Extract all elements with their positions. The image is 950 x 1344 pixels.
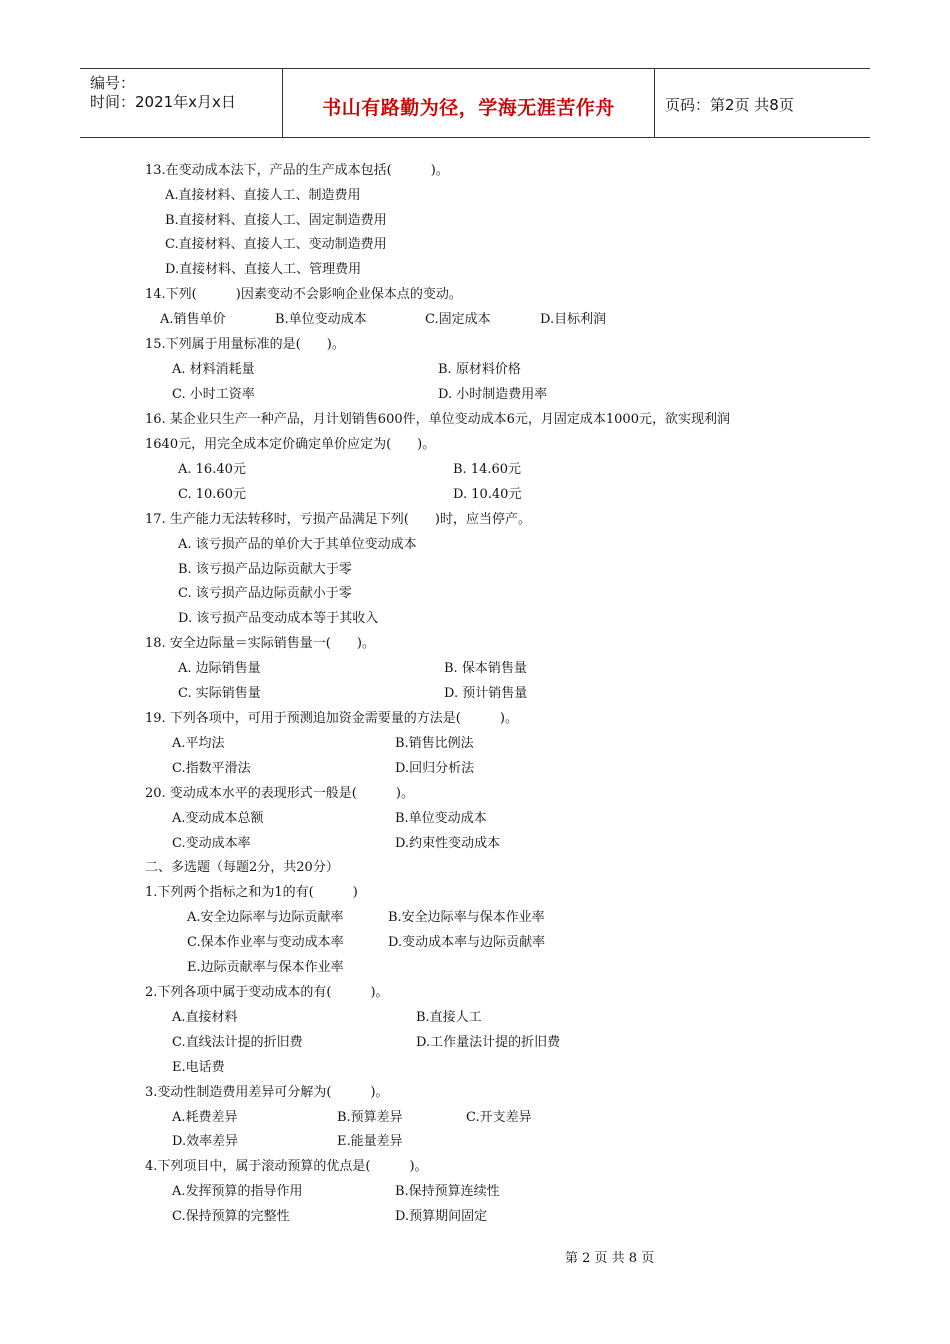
mc-question-3: 3.变动性制造费用差异可分解为( )。 [145, 1085, 389, 1100]
option-20b: B.单位变动成本 [395, 811, 487, 826]
mc-option-2c: C.直线法计提的折旧费 [172, 1035, 303, 1050]
page-header [80, 68, 870, 138]
question-18: 18. 安全边际量＝实际销售量一( )。 [145, 636, 375, 651]
option-14c: C.固定成本 [425, 312, 491, 327]
mc-option-1d: D.变动成本率与边际贡献率 [388, 935, 546, 950]
mc-option-4a: A.发挥预算的指导作用 [172, 1184, 303, 1199]
option-19b: B.销售比例法 [395, 736, 474, 751]
mc-option-4d: D.预算期间固定 [395, 1209, 488, 1224]
option-17b: B. 该亏损产品边际贡献大于零 [178, 562, 352, 577]
option-16d: D. 10.40元 [453, 487, 522, 502]
option-14d: D.目标利润 [540, 312, 607, 327]
mc-option-3d: D.效率差异 [172, 1134, 239, 1149]
mc-option-4c: C.保持预算的完整性 [172, 1209, 290, 1224]
mc-option-4b: B.保持预算连续性 [395, 1184, 500, 1199]
question-16-cont: 1640元，用完全成本定价确定单价应定为( )。 [145, 437, 436, 452]
option-16b: B. 14.60元 [453, 462, 522, 477]
option-17a: A. 该亏损产品的单价大于其单位变动成本 [178, 537, 417, 552]
mc-option-2e: E.电话费 [172, 1060, 225, 1075]
question-16: 16. 某企业只生产一种产品，月计划销售600件，单位变动成本6元，月固定成本1000元，欲实现利润 [145, 412, 730, 427]
mc-option-1a: A.安全边际率与边际贡献率 [187, 910, 344, 925]
mc-option-3b: B.预算差异 [337, 1110, 403, 1125]
question-14: 14.下列( )因素变动不会影响企业保本点的变动。 [145, 287, 462, 302]
option-17c: C. 该亏损产品边际贡献小于零 [178, 586, 352, 601]
motto: 书山有路勤为径，学海无涯苦作舟 [322, 97, 615, 119]
option-15a: A. 材料消耗量 [172, 362, 255, 377]
section-heading-multiple-choice: 二、多选题（每题2分，共20分） [145, 860, 339, 875]
page-footer: 第 2 页 共 8 页 [565, 1251, 655, 1266]
question-13: 13.在变动成本法下，产品的生产成本包括( )。 [145, 163, 449, 178]
option-14a: A.销售单价 [160, 312, 226, 327]
option-20a: A.变动成本总额 [172, 811, 264, 826]
option-13c: C.直接材料、直接人工、变动制造费用 [165, 237, 387, 252]
header-page-cell [655, 69, 870, 137]
header-meta-cell [80, 69, 283, 137]
option-18a: A. 边际销售量 [178, 661, 261, 676]
question-15: 15.下列属于用量标准的是( )。 [145, 337, 345, 352]
option-17d: D. 该亏损产品变动成本等于其收入 [178, 611, 379, 626]
option-15d: D. 小时制造费用率 [438, 387, 548, 402]
question-19: 19. 下列各项中，可用于预测追加资金需要量的方法是( )。 [145, 711, 518, 726]
option-18c: C. 实际销售量 [178, 686, 261, 701]
time-label: 时间：2021年x月x日 [90, 93, 236, 111]
option-18d: D. 预计销售量 [444, 686, 528, 701]
mc-option-3a: A.耗费差异 [172, 1110, 238, 1125]
question-20: 20. 变动成本水平的表现形式一般是( )。 [145, 786, 414, 801]
option-13a: A.直接材料、直接人工、制造费用 [165, 188, 361, 203]
option-15c: C. 小时工资率 [172, 387, 255, 402]
mc-option-1e: E.边际贡献率与保本作业率 [187, 960, 344, 975]
question-17: 17. 生产能力无法转移时，亏损产品满足下列( )时，应当停产。 [145, 512, 531, 527]
option-19c: C.指数平滑法 [172, 761, 251, 776]
option-19a: A.平均法 [172, 736, 225, 751]
option-19d: D.回归分析法 [395, 761, 475, 776]
mc-option-2d: D.工作量法计提的折旧费 [416, 1035, 561, 1050]
option-16a: A. 16.40元 [178, 462, 246, 477]
option-18b: B. 保本销售量 [444, 661, 527, 676]
mc-option-2a: A.直接材料 [172, 1010, 238, 1025]
mc-option-1c: C.保本作业率与变动成本率 [187, 935, 344, 950]
mc-question-2: 2.下列各项中属于变动成本的有( )。 [145, 985, 389, 1000]
mc-option-1b: B.安全边际率与保本作业率 [388, 910, 545, 925]
header-motto-cell [283, 69, 655, 137]
option-20d: D.约束性变动成本 [395, 836, 501, 851]
mc-question-4: 4.下列项目中，属于滚动预算的优点是( )。 [145, 1159, 428, 1174]
option-14b: B.单位变动成本 [275, 312, 367, 327]
page-number-label: 页码：第2页 共8页 [665, 96, 794, 114]
mc-option-3e: E.能量差异 [337, 1134, 403, 1149]
code-label: 编号： [90, 74, 136, 92]
option-15b: B. 原材料价格 [438, 362, 521, 377]
mc-option-3c: C.开支差异 [466, 1110, 532, 1125]
mc-question-1: 1.下列两个指标之和为1的有( ) [145, 885, 358, 900]
option-13b: B.直接材料、直接人工、固定制造费用 [165, 213, 387, 228]
option-16c: C. 10.60元 [178, 487, 246, 502]
option-13d: D.直接材料、直接人工、管理费用 [165, 262, 362, 277]
option-20c: C.变动成本率 [172, 836, 251, 851]
mc-option-2b: B.直接人工 [416, 1010, 482, 1025]
